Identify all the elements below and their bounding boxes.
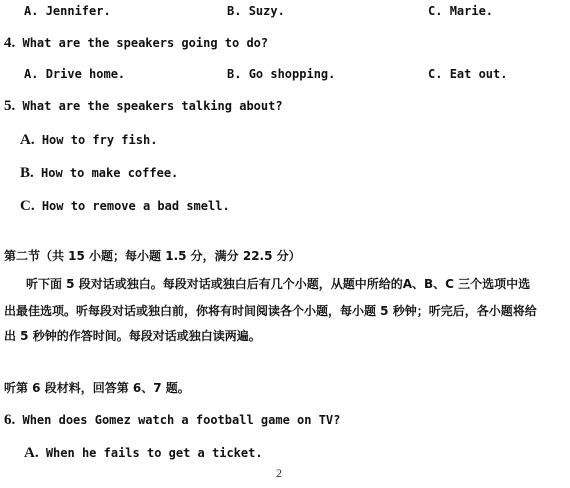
- q5-option-c-letter: C.: [20, 198, 35, 214]
- q3-option-c-text: Marie.: [449, 4, 494, 18]
- q5-question: What are the speakers talking about?: [22, 99, 283, 113]
- q5-stem: [4, 98, 283, 114]
- q5-option-a-text: How to fry fish.: [41, 133, 158, 147]
- q5-option-c: [20, 198, 230, 214]
- q3-option-c-letter: C.: [428, 4, 443, 18]
- q4-option-a-text: Drive home.: [45, 67, 126, 81]
- q4-question: What are the speakers going to do?: [22, 36, 269, 50]
- q5-number: 5.: [4, 98, 16, 114]
- q4-option-b-letter: B.: [227, 67, 242, 81]
- q5-option-a: [20, 132, 157, 148]
- q4-option-a-letter: A.: [24, 67, 39, 81]
- listen-prompt: 听第 6 段材料，回答第 6、7 题。: [4, 381, 190, 395]
- q5-option-b: [20, 165, 178, 181]
- q3-option-a-text: Jennifer.: [45, 4, 111, 18]
- q3-option-c: [428, 3, 493, 19]
- q6-stem: [4, 412, 340, 428]
- q4-option-b-text: Go shopping.: [248, 67, 336, 81]
- section-heading: 第二节（共 15 小题；每小题 1.5 分，满分 22.5 分）: [4, 249, 301, 263]
- q6-number: 6.: [4, 412, 16, 428]
- q5-option-a-letter: A.: [20, 132, 35, 148]
- q5-option-b-text: How to make coffee.: [41, 166, 179, 180]
- q3-option-a: [24, 3, 111, 19]
- page-number: 2: [276, 466, 282, 480]
- q3-option-a-letter: A.: [24, 4, 39, 18]
- q6-option-a-text: When he fails to get a ticket.: [45, 446, 263, 460]
- instruction-line-3: 出 5 秒钟的作答时间。每段对话或独白读两遍。: [4, 329, 261, 343]
- q3-option-b-letter: B.: [227, 4, 242, 18]
- q6-question: When does Gomez watch a football game on TV?: [22, 413, 341, 427]
- q6-option-a-letter: A.: [24, 445, 39, 461]
- instruction-line-2: 出最佳选项。听每段对话或独白前，你将有时间阅读各个小题，每小题 5 秒钟；听完后，各小题将给: [4, 304, 537, 318]
- q4-option-c-letter: C.: [428, 67, 443, 81]
- q4-stem: [4, 35, 268, 51]
- q4-option-a: [24, 66, 125, 82]
- q3-option-b-text: Suzy.: [248, 4, 285, 18]
- q4-option-c-text: Eat out.: [449, 67, 508, 81]
- q5-option-b-letter: B.: [20, 165, 34, 181]
- q3-option-b: [227, 3, 285, 19]
- q4-number: 4.: [4, 35, 16, 51]
- q6-option-a: [24, 445, 263, 461]
- q4-option-c: [428, 66, 507, 82]
- q5-option-c-text: How to remove a bad smell.: [41, 199, 230, 213]
- instruction-line-1: 听下面 5 段对话或独白。每段对话或独白后有几个小题，从题中所给的A、B、C 三个选项中选: [26, 277, 531, 291]
- q4-option-b: [227, 66, 335, 82]
